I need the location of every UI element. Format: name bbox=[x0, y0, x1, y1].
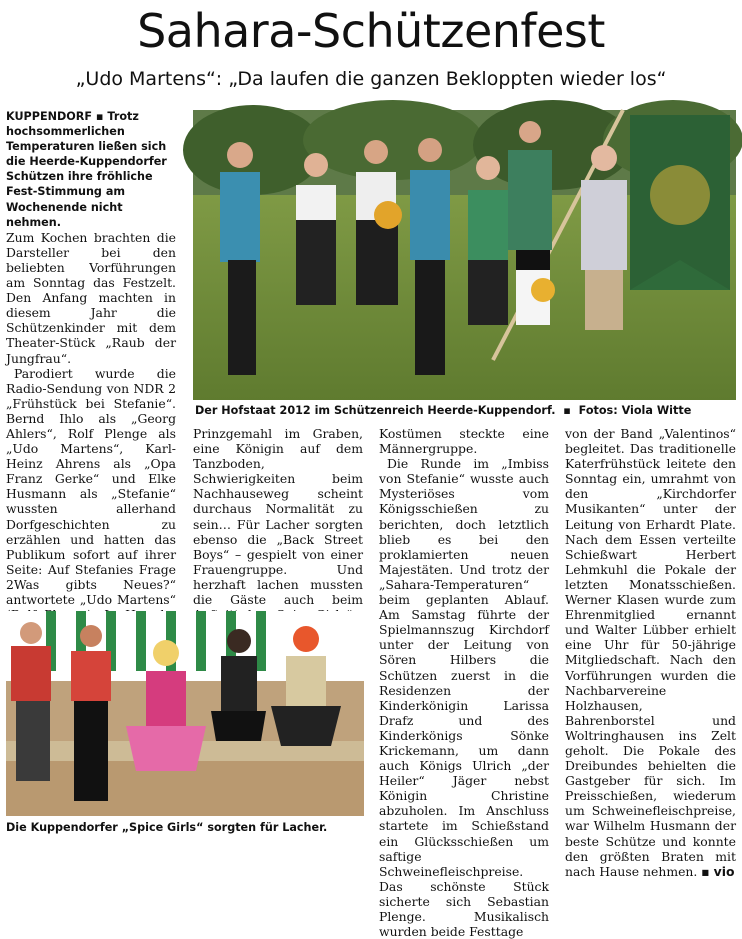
subheadline: „Udo Martens“: „Da laufen die ganzen Bekloppten wieder los“ bbox=[75, 68, 667, 90]
main-photo-caption bbox=[195, 404, 691, 418]
bullet-separator: ▪ bbox=[559, 404, 575, 417]
article-column-1 bbox=[6, 109, 176, 606]
byline: vio bbox=[713, 863, 735, 879]
photo-credit: Fotos: Viola Witte bbox=[578, 404, 692, 417]
article-column-4 bbox=[565, 426, 736, 879]
body-paragraph: Die Runde im „Imbiss von Stefanie“ wusste auch Mysteriöses vom Königsschießen zu berichten, doch letztlich blieb es bei den proklamierten neuen Majestäten. Und trotz der „Sahara-Temperaturen“ beim geplanten Ablauf. Am Samstag führte der Spielmannszug Kirchdorf unter der Leitung von Sören Hilbers die Schützen zuerst in die Residenzen der Kinderkönigin Larissa Drafz und des Kinderkönigs Sönke Krickemann, um dann auch Königs Ulrich „der Heiler“ Jäger nebst Königin Christine abzuholen. Im Anschluss startete im Schießstand ein Glücksschießen um saftige Schweinefleischpreise. Das schönste Stück sicherte sich Sebastian Plenge. Musikalisch wurden beide Festtage bbox=[379, 456, 549, 939]
bullet-separator: ▪ bbox=[95, 110, 104, 123]
body-text: von der Band „Valentinos“ begleitet. Das traditionelle Katerfrühstück leitete den Sonntag ein, umrahmt von den „Kirchdorfer Musikanten“ unter der Leitung von Erhardt Plate. Nach dem Essen verteilte Schießwart Herbert Lehmkuhl die Pokale der letzten Monatsschießen. Werner Klasen wurde zum Ehrenmitglied ernannt und Walter Lübber erhielt eine Uhr für 50-jährige Mitgliedschaft. Nach den Vorführungen wurden die Nachbarvereine Holzhausen, Bahrenborstel und Woltringhausen ins Zelt geholt. Die Pokale des Dreibundes behielten die Gastgeber für sich. Im Preisschießen, wiederum um Schweinefleischpreise, war Wilhelm Husmann der beste Schütze und konnte den größten Braten mit nach Hause nehmen. bbox=[565, 426, 736, 879]
headline: Sahara-Schützenfest bbox=[137, 4, 605, 58]
body-paragraph: Parodiert wurde die Radio-Sendung von NDR 2 „Frühstück bei Stefanie“. Bernd Ihlo als „Georg Ahlers“, Rolf Plenge als „Udo Martens“, Karl-Heinz Ahrens als „Opa Franz Gerke“ und Elke Husmann als „Stefanie“ wussten allerhand Dorfgeschichten zu erzählen und hatten das Publikum sofort auf ihrer Seite: Auf Stefanies Frage 2Was gibts Neues?“ antwortete „Udo Martens“ bbox=[6, 365, 176, 607]
body-paragraph: Kostümen steckte eine Männergruppe. bbox=[379, 426, 549, 457]
spice-girls-photo bbox=[6, 611, 364, 816]
body-paragraph bbox=[565, 426, 736, 879]
main-caption-text: Der Hofstaat 2012 im Schützenreich Heerde-Kuppendorf. bbox=[195, 404, 556, 417]
article-column-3 bbox=[379, 426, 549, 939]
body-paragraph: Zum Kochen brachten die Darsteller bei den beliebten Vorführungen am Sonntag das Festzelt. Den Anfang machten in diesem Jahr die Schützenkinder mit dem Theater-Stück „Raub der Jungfrau“. bbox=[6, 229, 176, 366]
article-column-2 bbox=[193, 426, 363, 606]
lead-paragraph bbox=[6, 109, 176, 230]
lead-text: Trotz hochsommerlichen Temperaturen ließen sich die Heerde-Kuppendorfer Schützen ihre fröhliche Fest-Stimmung am Wochenende nicht nehmen. bbox=[6, 110, 167, 229]
spice-girls-caption: Die Kuppendorfer „Spice Girls“ sorgten für Lacher. bbox=[6, 821, 328, 834]
bullet-separator: ▪ bbox=[701, 863, 710, 879]
main-photo-royal-court bbox=[193, 110, 736, 400]
body-paragraph: Prinzgemahl im Graben, eine Königin auf dem Tanzboden, Schwierigkeiten beim Nachhauseweg scheint durchaus Normalität zu sein… Für Lacher sorgten ebenso die „Back Street Boys“ – gespielt von einer Frauengruppe. Und herzhaft lachen mussten die Gäste auch beim bbox=[193, 426, 363, 608]
dateline: KUPPENDORF bbox=[6, 110, 93, 123]
